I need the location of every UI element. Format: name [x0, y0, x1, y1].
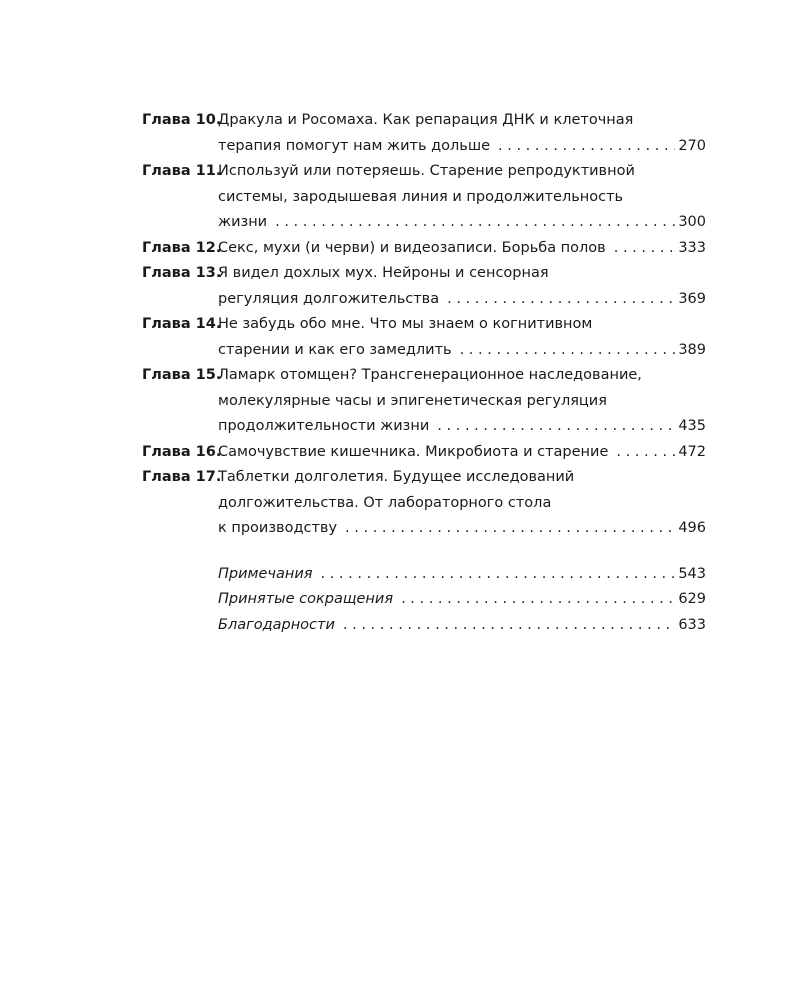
- chapter-title-line: Используй или потеряешь. Старение репродуктивной: [218, 163, 635, 179]
- chapter-title: [218, 261, 706, 312]
- dot-leader: [616, 440, 675, 466]
- toc-entry[interactable]: [142, 236, 706, 262]
- chapter-title-line: Секс, мухи (и черви) и видеозаписи. Борьба полов: [218, 239, 606, 256]
- chapter-label: Глава 13.: [142, 265, 222, 281]
- dot-leader: [320, 562, 675, 588]
- page-number: 270: [678, 137, 706, 154]
- toc-entry[interactable]: [142, 465, 706, 542]
- dot-leader: [460, 338, 676, 364]
- toc-entry[interactable]: [142, 440, 706, 466]
- chapter-title-line: Таблетки долголетия. Будущее исследований: [218, 469, 575, 485]
- dot-leader: [498, 134, 675, 160]
- chapter-title: [218, 159, 706, 236]
- chapter-label: Глава 11.: [142, 163, 222, 179]
- back-matter-entry[interactable]: [218, 562, 706, 588]
- dot-leader: [447, 287, 675, 313]
- toc-entry[interactable]: [142, 108, 706, 159]
- chapter-title-last-line: [218, 210, 706, 236]
- page-number: 389: [678, 341, 706, 358]
- chapter-label: Глава 14.: [142, 316, 222, 332]
- chapter-title-line: регуляция долгожительства: [218, 290, 440, 307]
- back-matter-title: Примечания: [218, 565, 313, 582]
- chapter-title: [218, 465, 706, 542]
- back-matter-entry[interactable]: [218, 613, 706, 639]
- dot-leader: [345, 516, 675, 542]
- back-matter-entry[interactable]: [218, 587, 706, 613]
- chapter-title-last-line: [218, 134, 706, 160]
- chapter-title-line: Я видел дохлых мух. Нейроны и сенсорная: [218, 265, 549, 281]
- chapter-title: [218, 363, 706, 440]
- page-number: 543: [678, 565, 706, 582]
- chapter-label: Глава 16.: [142, 443, 222, 460]
- page-number: 633: [678, 616, 706, 633]
- chapter-title-line: Ламарк отомщен? Трансгенерационное наследование,: [218, 367, 642, 383]
- table-of-contents: [142, 108, 706, 638]
- chapter-title-line: к производству: [218, 520, 338, 536]
- chapter-title: [218, 108, 706, 159]
- chapter-label: Глава 10.: [142, 112, 222, 128]
- chapter-label: Глава 17.: [142, 469, 222, 485]
- page-number: 472: [678, 443, 706, 460]
- chapter-list: [142, 108, 706, 542]
- page-number: 496: [678, 520, 706, 536]
- chapter-title-last-line: [218, 440, 706, 466]
- chapter-label: Глава 15.: [142, 367, 222, 383]
- back-matter-title: Благодарности: [218, 616, 335, 633]
- page-number: 369: [678, 290, 706, 307]
- chapter-title-line: системы, зародышевая линия и продолжительность: [218, 188, 624, 205]
- chapter-title: [218, 440, 706, 466]
- chapter-title: [218, 312, 706, 363]
- chapter-title-last-line: [218, 338, 706, 364]
- dot-leader: [437, 414, 675, 440]
- page-number: 300: [678, 214, 706, 230]
- chapter-title-line: продолжительности жизни: [218, 418, 430, 434]
- chapter-title-line: Дракула и Росомаха. Как репарация ДНК и клеточная: [218, 112, 634, 128]
- chapter-title-last-line: [218, 516, 706, 542]
- dot-leader: [401, 587, 675, 613]
- page-number: 333: [678, 239, 706, 256]
- chapter-title-line: молекулярные часы и эпигенетическая регуляция: [218, 392, 607, 409]
- page-number: 629: [678, 591, 706, 607]
- chapter-title-line: долгожительства. От лабораторного стола: [218, 494, 552, 511]
- toc-entry[interactable]: [142, 159, 706, 236]
- chapter-title-line: старении и как его замедлить: [218, 341, 452, 358]
- dot-leader: [614, 236, 676, 262]
- chapter-title: [218, 236, 706, 262]
- chapter-title-last-line: [218, 287, 706, 313]
- dot-leader: [275, 210, 675, 236]
- toc-entry[interactable]: [142, 261, 706, 312]
- chapter-title-line: Не забудь обо мне. Что мы знаем о когнитивном: [218, 316, 593, 332]
- page-number: 435: [678, 418, 706, 434]
- chapter-title-last-line: [218, 414, 706, 440]
- chapter-title-line: терапия помогут нам жить дольше: [218, 137, 491, 154]
- toc-entry[interactable]: [142, 363, 706, 440]
- toc-entry[interactable]: [142, 312, 706, 363]
- chapter-title-line: Самочувствие кишечника. Микробиота и старение: [218, 443, 609, 460]
- back-matter-title: Принятые сокращения: [218, 591, 394, 607]
- chapter-title-line: жизни: [218, 214, 268, 230]
- dot-leader: [343, 613, 675, 639]
- chapter-title-last-line: [218, 236, 706, 262]
- back-matter-list: [218, 562, 706, 639]
- chapter-label: Глава 12.: [142, 239, 222, 256]
